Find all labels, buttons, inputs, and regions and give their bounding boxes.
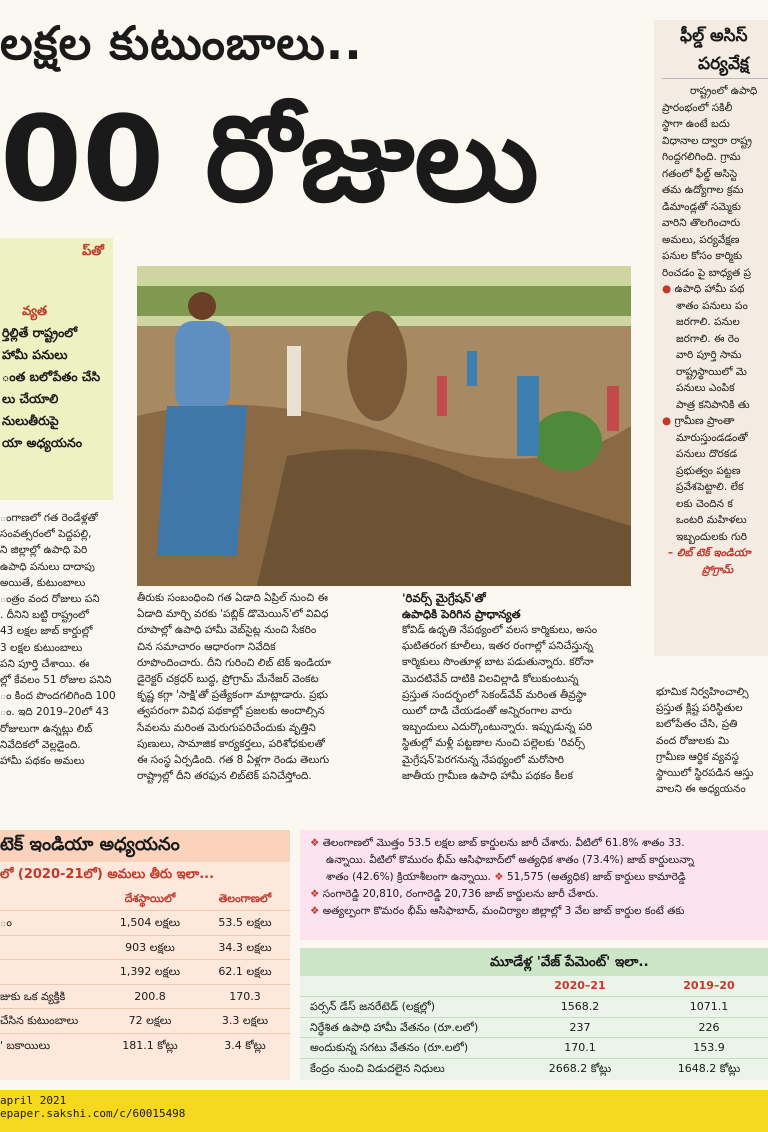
table-cell <box>0 960 100 984</box>
text-line: రోజులుగా ఉన్నట్లు లిబ్ <box>0 722 93 735</box>
credit-line: ప్రోగ్రామ్ <box>702 563 734 576</box>
headline-line2: 00 రోజులు <box>0 90 539 228</box>
text-line: మొదటివేవ్ దాటికి విలవిల్లాడి కోలుకుంటున్న <box>402 672 579 685</box>
table-cell: 62.1 లక్షలు <box>218 965 272 978</box>
text-line: ప్రస్తుత క్లిష్ట పరిస్థితుల <box>656 702 743 715</box>
wage-row <box>300 1017 768 1038</box>
wage-cell: 2668.2 కోట్లు <box>548 1061 612 1075</box>
text-line: రించడం పై బాధ్యత ప్ర <box>662 266 751 279</box>
note-fragment: శాతం (42.6%) క్రియాశీలంగా ఉన్నాయి. <box>326 871 491 883</box>
credit-line: – లిబ్‌ టెక్ ఇండియా <box>668 547 751 559</box>
table-cell: చేసిన కుటుంబాలు <box>0 1014 79 1027</box>
wage-table-title: మూడేళ్ల 'వేజ్ పేమెంట్' ఇలా.. <box>300 948 768 976</box>
article-column-4 <box>656 684 768 814</box>
text-line: స్థాయిలో స్థిరపడిన ఆస్తు <box>656 767 754 780</box>
text-line: కృష్ణ కగ్గా 'సాక్షి'తో ప్రత్యేకంగా మాట్లాడారు. ప్రభు <box>137 689 329 702</box>
text-line: త్వపరంగా వివిధ పథకాల్లో ప్రజలకు అందాల్సిన <box>137 705 325 718</box>
table-row <box>0 910 290 935</box>
table-cell: 3.4 కోట్లు <box>224 1038 266 1052</box>
sidebar-box <box>0 238 113 500</box>
text-line: ఘటితరంగ కూలీలు, ఇతర రంగాల్లో పనిచేస్తున్న <box>402 640 593 653</box>
sidebar-line: యా అధ్యయనం <box>2 435 83 450</box>
text-line: శాతం పనులు పం <box>676 299 748 312</box>
article-column-1 <box>0 510 125 810</box>
epaper-footer <box>0 1090 768 1132</box>
note-line: ఉన్నాయి. వీటిలో కొమురం భీమ్ ఆసిఫాబాద్‌లో అత్యధిక శాతం (73.4%) జాబ్ కార్డులున్నా <box>326 854 694 866</box>
bullet-line: ● ఉపాధి హామీ పథ <box>662 281 768 298</box>
rightbox-heading: ఫీల్డ్ అసిస్ <box>680 26 748 46</box>
text-line: వారిని తొలగించారు <box>662 217 741 229</box>
text-line: కార్మికులు సొంతూళ్ల బాట పడుతున్నారు. కరోనా <box>402 656 594 669</box>
wage-header-row <box>300 976 768 996</box>
text-line: గతంలో ఫీల్డ్ అసిస్టె <box>662 167 738 180</box>
wage-year: 2020–21 <box>554 979 606 992</box>
wage-cell: అందుకున్న సగటు వేతనం (రూ.లలో) <box>310 1041 469 1054</box>
text-line: జాతీయ గ్రామీణ ఉపాధి హామీ పథకం కీలక <box>402 769 573 782</box>
bullet-line: ● గ్రామీణ ప్రాంతా <box>662 413 768 430</box>
text-line: ఏడాది మార్చి వరకు 'పబ్లిక్ డొమెయిన్'లో వివిధ <box>137 608 329 621</box>
sidebar-line: హామీ పనులు <box>2 347 68 362</box>
text-line: . దీనిని బట్టి రాష్ట్రంలో <box>0 609 89 622</box>
table-cell: 181.1 కోట్లు <box>122 1038 178 1052</box>
article-column-3 <box>402 590 642 805</box>
wage-header-blank <box>300 976 510 996</box>
wage-cell: 153.9 <box>693 1041 725 1054</box>
wage-cell: 170.1 <box>564 1041 596 1054</box>
text-line: బలోపేతం చేసి, ప్రతి <box>656 718 738 731</box>
text-line: రూపొందించారు. దీని గురించి లిబ్ టెక్ ఇండియా <box>137 656 331 669</box>
headline-line1: లక్షల కుటుంబాలు.. <box>0 16 363 70</box>
text-line: మైగ్రేషన్'పెరగనున్న నేపథ్యంలో మరోసారి <box>402 753 565 766</box>
table-cell: 3.3 లక్షలు <box>221 1014 269 1027</box>
text-line: తమ ఉద్యోగాల క్రమ <box>662 184 744 196</box>
text-line: ఇబ్బందులకు గురి <box>676 530 747 543</box>
wage-cell: 1568.2 <box>560 1000 600 1013</box>
text-line: పనులు దొరకడ <box>676 448 738 460</box>
text-line: ఇబ్బందులు ఎదుర్కొంటున్నారు. ఇప్పుడున్న పరి <box>402 721 593 734</box>
table-cell: 1,392 లక్షలు <box>119 965 181 978</box>
table-row <box>0 959 290 984</box>
text-line: ఉపాధి పనులు దాదాపు <box>0 560 95 573</box>
note-line: ❖ అత్యల్పంగా కొమరం భీమ్ ఆసిఫాబాద్, మంచిర్యాల జిల్లాల్లో 3 వేల జాబ్ కార్డుల కంటే తకు <box>310 903 768 920</box>
text-line: నివేదికలో వెల్లడైంది. <box>0 738 81 751</box>
wage-row <box>300 996 768 1017</box>
table-subtitle: లో (2020-21లో) అమలు తీరు ఇలా... <box>0 867 215 882</box>
wage-cell: 1071.1 <box>689 1000 729 1013</box>
wage-row <box>300 1058 768 1079</box>
text-line: జరగాలి. పనుల <box>676 316 740 328</box>
text-line: రాష్ట్రస్థాయిలో మె <box>676 365 747 378</box>
text-line: సేవలను మరింత మెరుగుపరిచేందుకు వృత్తిని <box>137 721 316 734</box>
text-line: పని పూర్తి చేశాయి. ఈ <box>0 657 90 670</box>
note-line: ❖ సంగారెడ్డి 20,810, రంగారెడ్డి 20,736 జాబ్ కార్డులను జారీ చేశారు. <box>310 886 768 903</box>
rightbox-heading: పర్యవేక్ష <box>662 50 768 79</box>
text-line: పుణులు, సామాజిక కార్యకర్తలు, పరిశోధకులతో <box>137 737 325 750</box>
table-cell: 53.5 లక్షలు <box>218 916 272 929</box>
text-line: పనులు ఎంపిక <box>676 382 735 394</box>
text-line: ప్రవేశపెట్టాలి. లేక <box>676 481 744 493</box>
text-line: 43 లక్షల జాబ్ కార్డుల్లో <box>0 625 93 638</box>
table-cell: 34.3 లక్షలు <box>218 940 272 954</box>
text-line: కోవిడ్ ఉధృతి నేపథ్యంలో వలస కార్మికులు, అసం <box>402 624 598 636</box>
text-line: చిన సమాచారం ఆధారంగా నివేదిక <box>137 640 276 653</box>
text-line: డైరెక్టర్ చక్రధర్ బుద్ధ, ప్రోగ్రామ్ మేనేజర్ వెంకట <box>137 673 319 686</box>
wage-cell: పర్సన్ డేస్ జనరేటెడ్ (లక్షల్లో) <box>310 1000 436 1013</box>
diamond-icon: ❖ <box>494 871 507 883</box>
text-line: ల్లో కేవలం 51 రోజుల పనిని <box>0 674 112 687</box>
footer-url[interactable]: epaper.sakshi.com/c/60015498 <box>0 1107 186 1120</box>
text-line: ని జిల్లాల్లో ఉపాధి పెరి <box>0 544 88 557</box>
text-line: హామీ పథకం అమలు <box>0 755 85 768</box>
sidebar-red-heading: వ్యత <box>22 304 48 319</box>
text-line: భూమిక నిర్వహించాల్సి <box>656 686 749 698</box>
table-row <box>0 984 290 1009</box>
table-cell: ం <box>0 916 12 929</box>
text-line: 3 లక్షల కుటుంబాలు <box>0 641 83 654</box>
text-line: ప్రస్తుత సందర్భంలో సెకండ్‌వేవ్ మరింత తీవ్రస్థా <box>402 688 587 701</box>
table-header-cell: దేశస్థాయిలో <box>124 892 176 905</box>
column-subhead: ఉపాధికి పెరిగిన ప్రాధాన్యత <box>402 607 521 621</box>
text-line: ంత్రం వంద రోజులు పని <box>0 593 100 606</box>
text-line: స్థాగా ఉంటే బదు <box>662 118 730 130</box>
sidebar-top: ప్‌తో <box>82 244 104 259</box>
table-header-cell <box>0 888 100 910</box>
table-cell: 200.8 <box>134 989 166 1003</box>
text-line: సంవత్సరంలో పెద్దపల్లి, <box>0 528 92 541</box>
text-line: ఈ సంస్థ ఏర్పడింది. గత 8 ఏళ్లగా రెండు తెలుగు <box>137 754 330 767</box>
text-line: ంగాణలో గత రెండేళ్లతో <box>0 512 98 524</box>
text-line: వారి పూర్తి సామ <box>676 349 742 361</box>
text-line: ప్రారంభంలో సకిలీ <box>662 101 733 114</box>
text-line: డిమాండ్లతో సమ్మెకు <box>662 200 741 213</box>
text-line: ఒంటరి మహిళలు <box>676 514 747 526</box>
table-cell: 72 లక్షలు <box>128 1014 172 1027</box>
text-line: రాష్ట్రంలో ఉపాధి <box>690 85 758 97</box>
text-line: వాలని ఈ అధ్యయనం <box>656 783 746 796</box>
article-column-2 <box>137 590 392 800</box>
note-line <box>310 869 768 886</box>
wage-cell: 1648.2 కోట్లు <box>677 1061 741 1075</box>
field-workers-photo <box>137 266 631 586</box>
text-line: పనుల కోసం కార్మికు <box>662 250 743 262</box>
text-line: మారుస్తుండడంతో <box>676 431 748 444</box>
text-line: ప్రభుత్వం పట్టణ <box>676 464 741 477</box>
text-line: గింద్దగలిగింది. గ్రామ <box>662 151 741 163</box>
study-table <box>0 830 290 1080</box>
job-card-notes <box>300 830 768 940</box>
text-line: లకు చెందిన క <box>676 497 733 510</box>
wage-year: 2019–20 <box>683 979 735 992</box>
sidebar-line: ర్తిల్లితే రాష్ట్రంలో <box>2 325 78 340</box>
sidebar-line: ంత బలోపేతం చేసి <box>2 369 101 384</box>
table-header-row <box>0 888 290 910</box>
wage-cell: 226 <box>698 1020 720 1034</box>
text-line: తీరుకు సంబంధించి గత ఏడాది ఏప్రిల్ నుంచి ఈ <box>137 592 328 604</box>
table-cell: ' బకాయిలు <box>0 1038 51 1052</box>
wage-row <box>300 1037 768 1058</box>
note-line: ❖ తెలంగాణలో మొత్తం 53.5 లక్షల జాబ్ కార్డులను జారీ చేశారు. వీటిలో 61.8% శాతం 33. <box>310 835 768 852</box>
table-title: టెక్ ఇండియా అధ్యయనం <box>0 830 290 862</box>
table-cell: 170.3 <box>229 989 261 1003</box>
wage-cell: నిర్ధేశిత ఉపాధి హామీ వేతనం (రూ.లలో) <box>310 1020 479 1034</box>
footer-date: april 2021 <box>0 1094 67 1107</box>
right-info-box <box>654 20 768 656</box>
sidebar-line: లు చేయాలి <box>2 391 59 406</box>
text-line: విధానాల ద్వారా రాష్ట్ర <box>662 134 752 147</box>
table-cell <box>0 936 100 960</box>
text-line: ం. ఇది 2019–20లో 43 <box>0 706 109 719</box>
sidebar-line: నులుతీరుపై <box>2 413 59 428</box>
wage-cell: 237 <box>569 1020 591 1034</box>
table-cell: జుకు ఒక వ్యక్తికి <box>0 989 66 1003</box>
column-subhead: 'రివర్స్ మైగ్రేషన్'తో <box>402 591 486 605</box>
wage-cell: కేంద్రం నుంచి విడుదలైన నిధులు <box>310 1061 445 1075</box>
table-cell: 903 లక్షలు <box>125 940 175 954</box>
text-line: వంద రోజులకు మి <box>656 734 730 747</box>
table-row <box>0 935 290 960</box>
note-fragment: 51,575 (అత్యధిక) జాబ్ కార్డులు కామారెడ్డి <box>506 871 686 883</box>
table-cell: 1,504 లక్షలు <box>119 916 181 929</box>
table-header-cell: తెలంగాణలో <box>218 892 272 905</box>
text-line: ం కింద పొందగలిగింది 100 <box>0 690 116 703</box>
text-line: పాత్ర కనిపానికి తు <box>676 398 750 411</box>
wage-payment-table <box>300 948 768 1080</box>
text-line: యిలో దాడి చేయడంతో అన్నిరంగాల వారు <box>402 705 572 718</box>
table-row <box>0 1008 290 1033</box>
text-line: గ్రామీణ ఆర్థిక వ్యవస్థ <box>656 750 739 763</box>
text-line: రాష్ట్రాల్లో దీని తరఫున లిబ్‌టెక్ పనిచేస్తోంది. <box>137 770 312 783</box>
text-line: స్థితుల్లో మళ్లీ పట్టణాల నుంచి పల్లెలకు 'రివర్స్ <box>402 737 585 750</box>
table-row <box>0 1033 290 1058</box>
text-line: జరగాలి. ఈ రెం <box>676 332 740 345</box>
text-line: రూపాల్లో ఉపాధి హామీ వెబ్‌సైట్ల నుంచి సేకరిం <box>137 624 317 637</box>
text-line: అమలు, పర్యవేక్షణ <box>662 233 740 246</box>
text-line: అయితే, కుటుంబాలు <box>0 576 86 589</box>
